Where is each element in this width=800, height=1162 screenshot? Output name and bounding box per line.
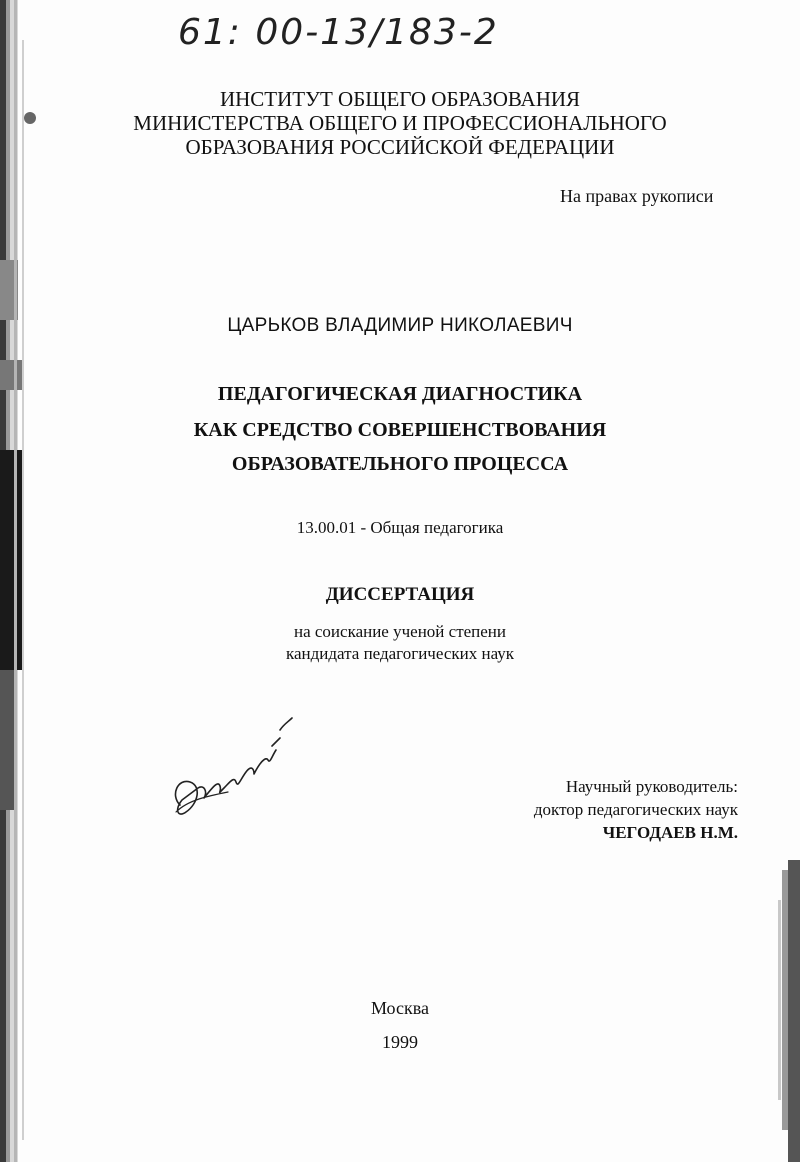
title-line-1: ПЕДАГОГИЧЕСКАЯ ДИАГНОСТИКА bbox=[217, 383, 583, 405]
title-line-2: КАК СРЕДСТВО СОВЕРШЕНСТВОВАНИЯ bbox=[193, 419, 607, 441]
advisor-label: Научный руководитель: bbox=[565, 777, 738, 796]
city: Москва bbox=[371, 998, 429, 1018]
institute-line-1: ИНСТИТУТ ОБЩЕГО ОБРАЗОВАНИЯ bbox=[219, 87, 581, 111]
manuscript-rights-note: На правах рукописи bbox=[560, 186, 714, 206]
author-name: ЦАРЬКОВ ВЛАДИМИР НИКОЛАЕВИЧ bbox=[227, 315, 573, 336]
archive-code-handwritten: 61: 00-13/183-2 bbox=[178, 12, 499, 53]
advisor-degree: доктор педагогических наук bbox=[533, 800, 738, 819]
advisor-name: ЧЕГОДАЕВ Н.М. bbox=[602, 823, 738, 842]
year: 1999 bbox=[382, 1032, 418, 1052]
institute-line-3: ОБРАЗОВАНИЯ РОССИЙСКОЙ ФЕДЕРАЦИИ bbox=[185, 135, 615, 159]
institute-line-2: МИНИСТЕРСТВА ОБЩЕГО И ПРОФЕССИОНАЛЬНОГО bbox=[133, 111, 667, 135]
degree-line-2: кандидата педагогических наук bbox=[285, 644, 515, 663]
specialty-code: 13.00.01 - Общая педагогика bbox=[296, 518, 504, 537]
scan-edge-left bbox=[0, 0, 40, 1162]
degree-line-1: на соискание ученой степени bbox=[293, 622, 507, 641]
scientific-advisor bbox=[478, 775, 738, 844]
author-signature bbox=[168, 700, 308, 830]
document-type: ДИССЕРТАЦИЯ bbox=[325, 584, 475, 605]
title-line-3: ОБРАЗОВАТЕЛЬНОГО ПРОЦЕССА bbox=[231, 453, 569, 475]
